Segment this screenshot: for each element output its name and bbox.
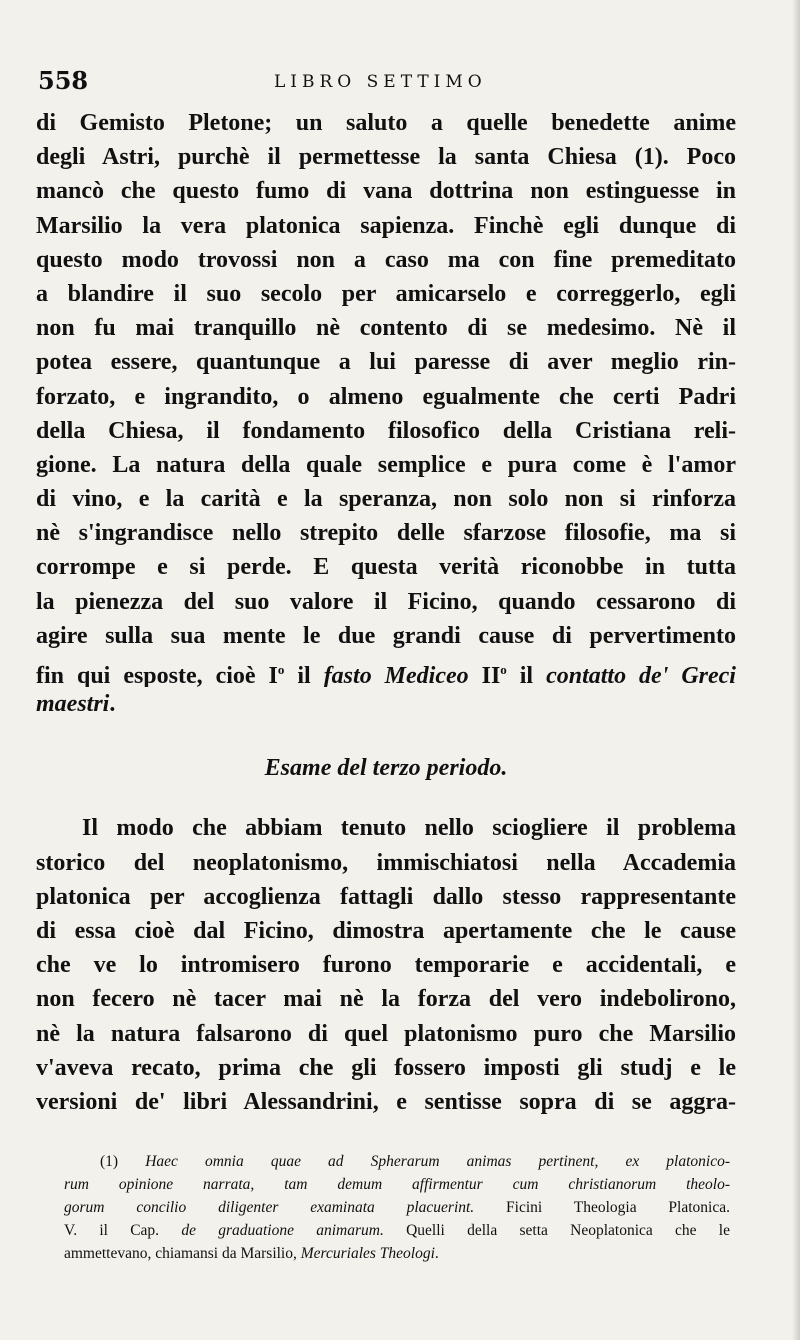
text-line: nè s'ingrandisce nello strepito delle sfarzose filosofie, ma si: [36, 520, 736, 547]
text-line: versioni de' libri Alessandrini, e sentisse sopra di se aggra-: [36, 1088, 736, 1115]
footnote: [64, 1150, 730, 1265]
page-edge-shadow: [792, 0, 800, 1340]
text-line: maestri.: [36, 691, 116, 718]
text-line: forzato, e ingrandito, o almeno egualmente che certi Padri: [36, 383, 736, 410]
text-line: di essa cioè dal Ficino, dimostra apertamente che le cause: [36, 917, 736, 944]
footnote-line: V. il Cap. de graduatione animarum. Quelli della setta Neoplatonica che le: [64, 1222, 730, 1239]
text-line: Il modo che abbiam tenuto nello sciogliere il problema: [82, 815, 736, 842]
text-line: gione. La natura della quale semplice e pura come è l'amor: [36, 451, 736, 478]
footnote-line: (1) Haec omnia quae ad Spherarum animas pertinent, ex platonico-: [100, 1153, 731, 1170]
text-line: mancò che questo fumo di vana dottrina non estinguesse in: [36, 178, 736, 205]
footnote-line: rum opinione narrata, tam demum affirmentur cum christianorum theolo-: [64, 1176, 730, 1193]
text-line: storico del neoplatonismo, immischiatosi nella Accademia: [36, 849, 736, 876]
text-line: potea essere, quantunque a lui paresse di aver meglio rin-: [36, 349, 736, 376]
footnote-line: gorum concilio diligenter examinata placuerint. Ficini Theologia Platonica.: [64, 1199, 730, 1216]
text-line: non fecero nè tacer mai nè la forza del vero indebolirono,: [36, 986, 736, 1013]
text-line: la pienezza del suo valore il Ficino, quando cessarono di: [36, 588, 736, 615]
text-line: di vino, e la carità e la speranza, non solo non si rinforza: [36, 486, 736, 513]
footnote-line: ammettevano, chiamansi da Marsilio, Mercuriales Theologi.: [64, 1245, 439, 1262]
text-line: di Gemisto Pletone; un saluto a quelle benedette anime: [36, 110, 736, 136]
text-line: che ve lo intromisero furono temporarie e accidentali, e: [36, 952, 736, 979]
page-header: [38, 66, 738, 100]
text-line: non fu mai tranquillo nè contento di se medesimo. Nè il: [36, 315, 736, 342]
text-line: v'aveva recato, prima che gli fossero imposti gli studj e le: [36, 1054, 736, 1081]
text-line: a blandire il suo secolo per amicarselo e correggerlo, egli: [36, 280, 736, 307]
page-number: 558: [38, 66, 89, 95]
main-text: [36, 106, 736, 1119]
running-title: LIBRO SETTIMO: [274, 72, 487, 92]
text-line: Marsilio la vera platonica sapienza. Finchè egli dunque di: [36, 212, 736, 239]
text-line: nè la natura falsarono di quel platonismo puro che Marsilio: [36, 1020, 736, 1047]
paragraph-1: [36, 106, 736, 653]
text-line: degli Astri, purchè il permettesse la santa Chiesa (1). Poco: [36, 144, 736, 171]
section-heading: Esame del terzo periodo.: [264, 755, 508, 782]
text-line: corrompe e si perde. E questa verità riconobbe in tutta: [36, 554, 736, 581]
text-line: agire sulla sua mente le due grandi cause di pervertimento: [36, 622, 736, 649]
text-line: questo modo trovossi non a caso ma con fine premeditato: [36, 246, 736, 273]
text-line: platonica per accoglienza fattagli dallo stesso rappresentante: [36, 883, 736, 910]
text-line: della Chiesa, il fondamento filosofico della Cristiana reli-: [36, 417, 736, 444]
paragraph-2: [36, 811, 736, 1119]
text-line: fin qui esposte, cioè $I^o$ il fasto Mediceo $II^o$ il contatto de' Greci: [36, 662, 736, 688]
